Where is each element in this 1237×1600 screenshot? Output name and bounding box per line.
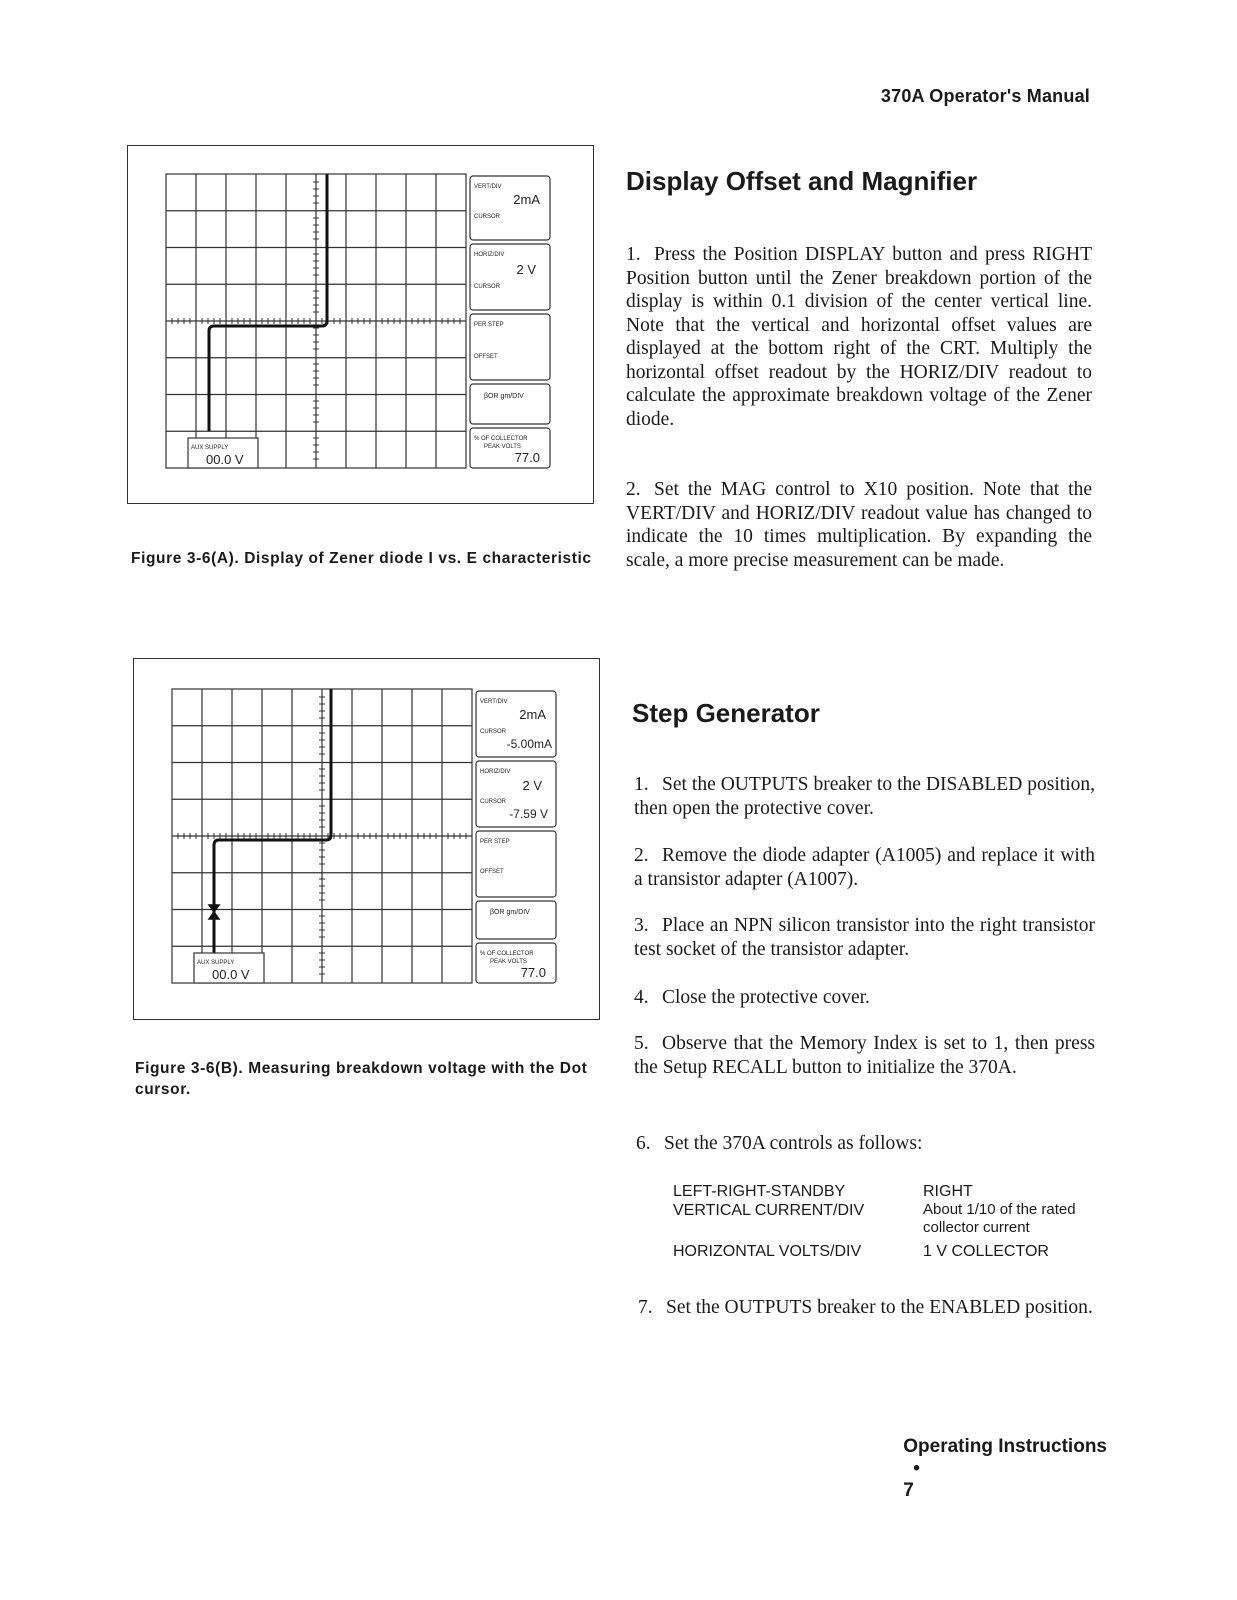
figure-a-horiz-label: HORIZ/DIV <box>474 252 505 258</box>
controls-row <box>673 1182 1103 1201</box>
running-header: 370A Operator's Manual <box>880 86 1090 106</box>
figure-a-peak-label: PEAK VOLTS <box>484 444 521 450</box>
controls-row <box>673 1242 1103 1261</box>
figure-a-crt-display <box>128 146 593 503</box>
step-text: Observe that the Memory Index is set to 1, then press the Setup RECALL button to initialize the 370A. <box>634 1033 1095 1078</box>
figure-a-horiz-cursor-label: CURSOR <box>474 284 501 290</box>
figure-a-aux-value: 00.0 V <box>206 452 244 467</box>
control-name: LEFT-RIGHT-STANDBY <box>673 1183 846 1200</box>
controls-row <box>673 1201 1103 1237</box>
section2-step-5 <box>634 1032 1095 1079</box>
step-number: 6. <box>636 1133 651 1154</box>
figure-a-vert-value: 2mA <box>513 192 540 207</box>
footer-section: Operating Instructions <box>903 1436 1107 1457</box>
section1-step-2 <box>626 478 1092 572</box>
section2-step-2 <box>634 844 1095 891</box>
figure-b-frame <box>133 658 600 1020</box>
step-number: 7. <box>638 1297 653 1318</box>
figure-a-aux-label: AUX SUPPLY <box>191 445 229 451</box>
figure-b-aux-label: AUX SUPPLY <box>197 960 235 966</box>
figure-b-horiz-cursor-label: CURSOR <box>480 799 507 805</box>
figure-a-beta-label: βOR gm/DIV <box>484 393 524 400</box>
figure-b-collector-label: % OF COLLECTOR <box>480 951 534 957</box>
section1-step-1 <box>626 243 1092 431</box>
control-name: HORIZONTAL VOLTS/DIV <box>673 1243 862 1260</box>
section2-step-4 <box>634 986 1095 1010</box>
step-number: 2. <box>626 479 641 500</box>
section-title-display-offset: Display Offset and Magnifier <box>626 166 978 196</box>
figure-b-vert-value: 2mA <box>519 707 546 722</box>
step-text: Remove the diode adapter (A1005) and replace it with a transistor adapter (A1007). <box>634 845 1095 890</box>
section2-step-7 <box>638 1296 1100 1320</box>
figure-b-vert-cursor-value: -5.00mA <box>506 737 552 751</box>
step-text: Set the OUTPUTS breaker to the ENABLED position. <box>666 1297 1093 1318</box>
figure-a-collector-value: 77.0 <box>514 450 540 465</box>
step-number: 2. <box>634 845 649 866</box>
step-number: 1. <box>626 244 641 265</box>
running-footer <box>893 1414 1107 1502</box>
section2-step-3 <box>634 914 1095 961</box>
control-name: VERTICAL CURRENT/DIV <box>673 1202 865 1219</box>
step-text: Place an NPN silicon transistor into the right transistor test socket of the transistor adapter. <box>634 915 1095 960</box>
figure-a-caption: Figure 3-6(A). Display of Zener diode I vs. E characteristic <box>131 550 592 567</box>
step-text: Close the protective cover. <box>662 987 870 1008</box>
figure-a-collector-label: % OF COLLECTOR <box>474 436 528 442</box>
step-text: Press the Position DISPLAY button and press RIGHT Position button until the Zener breakdown portion of the display is within 0.1 division of the center vertical line. Note that the vertical and horizontal offset values are displayed at the bottom right of the CRT. Multiply the horizontal offset readout by the HORIZ/DIV readout to calculate the approximate breakdown voltage of the Zener diode. <box>626 244 1092 430</box>
step-number: 3. <box>634 915 649 936</box>
page-number: 7 <box>903 1480 914 1501</box>
figure-b-aux-value: 00.0 V <box>212 967 250 982</box>
figure-a-perstep-label: PER STEP <box>474 322 504 328</box>
footer-bullet: • <box>913 1458 920 1479</box>
figure-a-vert-cursor-label: CURSOR <box>474 214 501 220</box>
section-title-step-generator: Step Generator <box>632 698 820 728</box>
figure-b-perstep-label: PER STEP <box>480 839 510 845</box>
step-number: 1. <box>634 774 649 795</box>
figure-b-peak-label: PEAK VOLTS <box>490 959 527 965</box>
figure-b-horiz-value: 2 V <box>522 778 542 793</box>
figure-b-offset-label: OFFSET <box>480 869 504 875</box>
figure-b-collector-value: 77.0 <box>520 965 546 980</box>
figure-a-vert-label: VERT/DIV <box>474 184 502 190</box>
section2-step-6 <box>636 1132 1097 1156</box>
figure-b-horiz-cursor-value: -7.59 V <box>509 807 548 821</box>
control-value: About 1/10 of the rated collector current <box>923 1201 1076 1236</box>
figure-b-vert-label: VERT/DIV <box>480 699 508 705</box>
figure-b-caption: Figure 3-6(B). Measuring breakdown voltage with the Dot cursor. <box>135 1060 588 1098</box>
step-text: Set the OUTPUTS breaker to the DISABLED position, then open the protective cover. <box>634 774 1095 819</box>
figure-b-horiz-label: HORIZ/DIV <box>480 769 511 775</box>
step-number: 4. <box>634 987 649 1008</box>
figure-b-vert-cursor-label: CURSOR <box>480 729 507 735</box>
figure-a-offset-label: OFFSET <box>474 354 498 360</box>
controls-table <box>673 1182 1103 1261</box>
figure-b-beta-label: βOR gm/DIV <box>490 909 530 916</box>
section2-step-1 <box>634 773 1095 820</box>
step-text: Set the 370A controls as follows: <box>664 1133 923 1154</box>
figure-a-horiz-value: 2 V <box>516 262 536 277</box>
step-number: 5. <box>634 1033 649 1054</box>
step-text: Set the MAG control to X10 position. Note that the VERT/DIV and HORIZ/DIV readout value has changed to indicate the 10 times multiplication. By expanding the scale, a more precise measurement can be made. <box>626 479 1092 571</box>
control-value: 1 V COLLECTOR <box>923 1243 1049 1260</box>
control-value: RIGHT <box>923 1183 973 1200</box>
figure-a-frame <box>127 145 594 504</box>
figure-b-crt-display <box>134 659 599 1019</box>
figure-b-dot-cursor <box>209 905 219 919</box>
figure-a-trace <box>209 174 327 431</box>
